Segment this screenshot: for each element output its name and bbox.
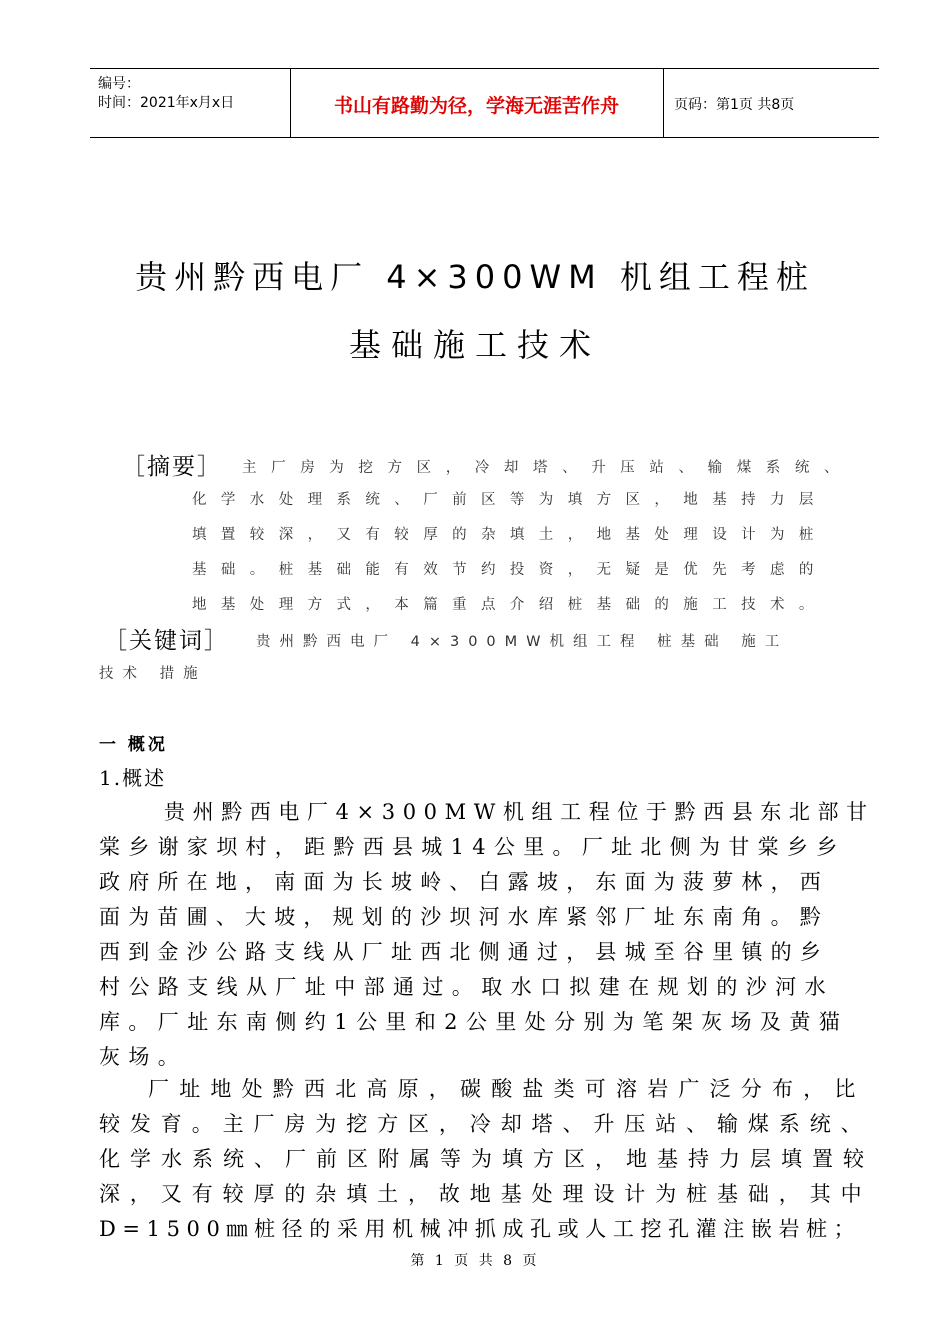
subsection-heading: 1.概述 — [99, 766, 167, 790]
abstract-line: 化学水处理系统、厂前区等为填方区，地基持力层 — [192, 492, 828, 508]
keywords-line: 贵州黔西电厂 4×300MW机组工程 桩基础 施工 — [256, 634, 789, 650]
footer-page-number: 第 1 页 共 8 页 — [410, 1253, 540, 1269]
body-line: 政府所在地，南面为长坡岭、白露坡，东面为菠萝林，西 — [99, 870, 829, 894]
abstract-line: 基础。桩基础能有效节约投资，无疑是优先考虑的 — [192, 562, 828, 578]
abstract-line: 主厂房为挖方区，冷却塔、升压站、输煤系统、 — [242, 460, 854, 476]
body-line: 村公路支线从厂址中部通过。取水口拟建在规划的沙河水 — [99, 975, 834, 999]
header-table — [90, 68, 879, 138]
body-line: 深，又有较厚的杂填土，故地基处理设计为桩基础，其中 — [99, 1182, 872, 1206]
body-line: 较发育。主厂房为挖方区，冷却塔、升压站、输煤系统、 — [99, 1112, 872, 1136]
body-line: 厂址地处黔西北高原，碳酸盐类可溶岩广泛分布，比 — [148, 1077, 866, 1101]
keywords-label: ［关键词］ — [104, 628, 229, 654]
keywords-line: 技术 措施 — [99, 666, 207, 682]
header-page-number: 页码：第1页 共8页 — [674, 97, 795, 113]
serial-number-label: 编号： — [98, 76, 140, 92]
body-line: 面为苗圃、大坡，规划的沙坝河水库紧邻厂址东南角。黔 — [99, 905, 829, 929]
abstract-line: 填置较深，又有较厚的杂填土，地基处理设计为桩 — [192, 527, 828, 543]
section-heading: 一 概况 — [99, 735, 168, 755]
date-label: 时间：2021年x月x日 — [98, 95, 235, 111]
body-line: 灰场。 — [99, 1045, 188, 1069]
document-title-line-1: 贵州黔西电厂 4×300WM 机组工程桩 — [135, 258, 815, 296]
body-line: 化学水系统、厂前区附属等为填方区，地基持力层填置较 — [99, 1147, 874, 1171]
body-line: 库。厂址东南侧约1公里和2公里处分别为笔架灰场及黄猫 — [99, 1010, 849, 1034]
header-info-cell — [90, 69, 291, 137]
body-line: D=1500㎜桩径的采用机械冲抓成孔或人工挖孔灌注嵌岩桩； — [99, 1217, 862, 1241]
header-page-cell — [664, 69, 879, 137]
motto-text: 书山有路勤为径，学海无涯苦作舟 — [333, 95, 619, 117]
header-motto-cell — [290, 69, 664, 137]
document-title-line-2: 基础施工技术 — [348, 326, 601, 364]
body-line: 西到金沙公路支线从厂址西北侧通过，县城至谷里镇的乡 — [99, 940, 829, 964]
body-line: 棠乡谢家坝村，距黔西县城14公里。厂址北侧为甘棠乡乡 — [99, 835, 846, 859]
abstract-line: 地基处理方式，本篇重点介绍桩基础的施工技术。 — [192, 597, 828, 613]
body-line: 贵州黔西电厂4×300MW机组工程位于黔西县东北部甘 — [164, 800, 875, 824]
abstract-label: ［摘要］ — [122, 454, 222, 480]
